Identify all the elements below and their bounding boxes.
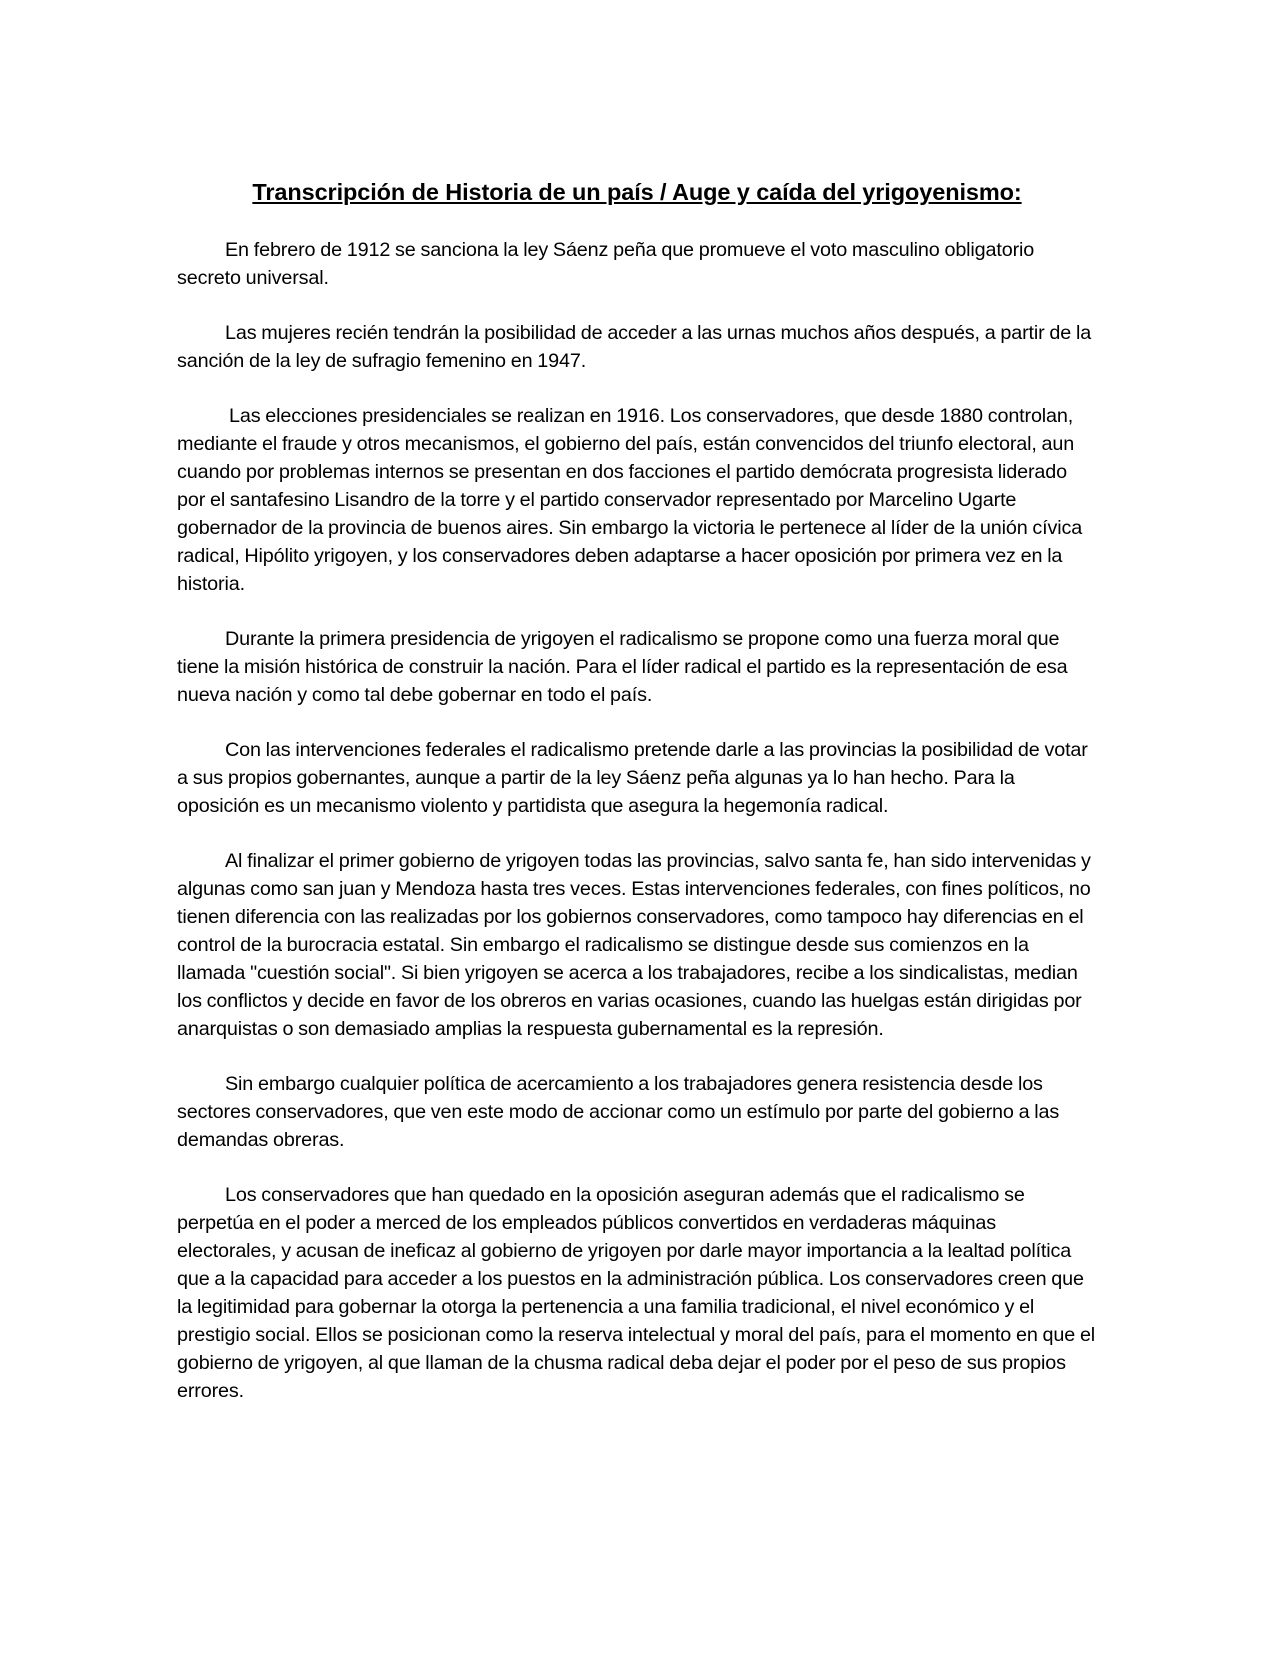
- paragraph-intervenciones-federales: Con las intervenciones federales el radicalismo pretende darle a las provincias la posibilidad de votar a sus propios gobernantes, aunque a partir de la ley Sáenz peña algunas ya lo han hecho. Para la oposición es un mecanismo violento y partidista que asegura la hegemonía radical.: [177, 739, 1088, 817]
- paragraph-ley-saenz-pena: En febrero de 1912 se sanciona la ley Sáenz peña que promueve el voto masculino obligatorio secreto universal.: [177, 239, 1035, 289]
- paragraph-sufragio-femenino: Las mujeres recién tendrán la posibilidad de acceder a las urnas muchos años después, a partir de la sanción de la ley de sufragio femenino en 1947.: [177, 322, 1092, 372]
- paragraph-elecciones-1916: Las elecciones presidenciales se realizan en 1916. Los conservadores, que desde 1880 controlan, mediante el fraude y otros mecanismos, el gobierno del país, están convencidos del triunfo electoral, aun cuando por problemas internos se presentan en dos facciones el partido demócrata progresista liderado por el santafesino Lisandro de la torre y el partido conservador representado por Marcelino Ugarte gobernador de la provincia de buenos aires. Sin embargo la victoria le pertenece al líder de la unión cívica radical, Hipólito yrigoyen, y los conservadores deben adaptarse a hacer oposición por primera vez en la historia.: [177, 405, 1083, 595]
- paragraph-primera-presidencia: Durante la primera presidencia de yrigoyen el radicalismo se propone como una fuerza moral que tiene la misión histórica de construir la nación. Para el líder radical el partido es la representación de esa nueva nación y como tal debe gobernar en todo el país.: [177, 628, 1068, 706]
- paragraph-oposicion-conservadora: Los conservadores que han quedado en la oposición aseguran además que el radicalismo se perpetúa en el poder a merced de los empleados públicos convertidos en verdaderas máquinas electorales, y acusan de ineficaz al gobierno de yrigoyen por darle mayor importancia a la lealtad política que a la capacidad para acceder a los puestos en la administración pública. Los conservadores creen que la legitimidad para gobernar la otorga la pertenencia a una familia tradicional, el nivel económico y el prestigio social. Ellos se posicionan como la reserva intelectual y moral del país, para el momento en que el gobierno de yrigoyen, al que llaman de la chusma radical deba dejar el poder por el peso de sus propios errores.: [177, 1184, 1096, 1402]
- document-body: [177, 176, 1097, 1432]
- paragraph-resistencia-conservadora: Sin embargo cualquier política de acercamiento a los trabajadores genera resistencia desde los sectores conservadores, que ven este modo de accionar como un estímulo por parte del gobierno a las demandas obreras.: [177, 1073, 1060, 1151]
- paragraph-cuestion-social: Al finalizar el primer gobierno de yrigoyen todas las provincias, salvo santa fe, han sido intervenidas y algunas como san juan y Mendoza hasta tres veces. Estas intervenciones federales, con fines políticos, no tienen diferencia con las realizadas por los gobiernos conservadores, como tampoco hay diferencias en el control de la burocracia estatal. Sin embargo el radicalismo se distingue desde sus comienzos en la llamada "cuestión social". Si bien yrigoyen se acerca a los trabajadores, recibe a los sindicalistas, median los conflictos y decide en favor de los obreros en varias ocasiones, cuando las huelgas están dirigidas por anarquistas o son demasiado amplias la respuesta gubernamental es la represión.: [177, 850, 1091, 1040]
- document-title: Transcripción de Historia de un país / Auge y caída del yrigoyenismo:: [252, 179, 1022, 205]
